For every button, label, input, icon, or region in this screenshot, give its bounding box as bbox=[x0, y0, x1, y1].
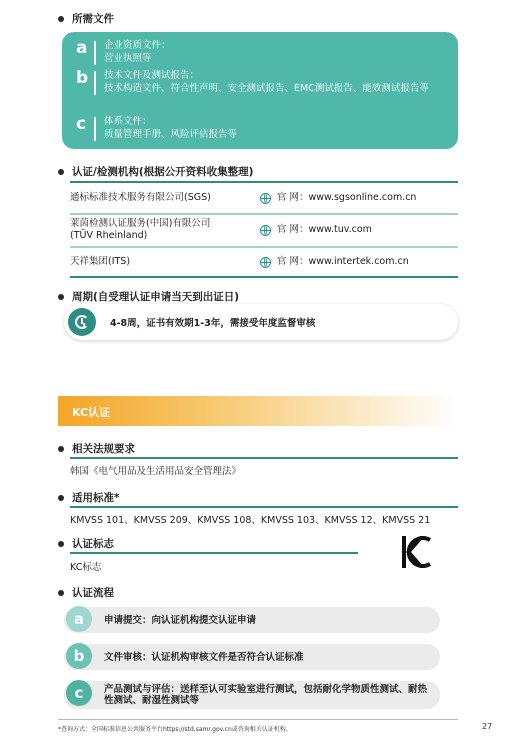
org-name: 通标标准技术服务有限公司(SGS) bbox=[70, 192, 211, 203]
doc-body: 质量管理手册、风险评估报告等 bbox=[104, 128, 238, 140]
table-top-rule bbox=[70, 181, 458, 183]
divider bbox=[94, 41, 96, 65]
required-docs-box bbox=[62, 32, 458, 149]
section-law bbox=[58, 441, 135, 456]
doc-body: 营业执照等 bbox=[104, 52, 152, 64]
section-heading: 适用标准* bbox=[72, 492, 120, 504]
section-mark bbox=[58, 536, 114, 551]
bullet-icon bbox=[58, 495, 64, 501]
org-row bbox=[70, 216, 458, 244]
section-heading: 所需文件 bbox=[72, 13, 114, 25]
doc-title: 体系文件： bbox=[104, 116, 152, 127]
row-divider bbox=[70, 213, 458, 215]
mark-text: KC标志 bbox=[70, 562, 102, 573]
section-orgs bbox=[58, 164, 253, 179]
bullet-icon bbox=[58, 16, 64, 22]
globe-icon bbox=[260, 193, 271, 204]
org-website[interactable]: 官 网：www.intertek.com.cn bbox=[277, 256, 409, 267]
bullet-icon bbox=[58, 446, 64, 452]
kc-banner bbox=[58, 396, 458, 426]
org-website[interactable]: 官 网：www.tuv.com bbox=[277, 224, 372, 235]
org-row bbox=[70, 248, 458, 276]
doc-letter: b bbox=[76, 68, 89, 88]
doc-item-b bbox=[76, 70, 444, 95]
footer-rule bbox=[58, 719, 458, 720]
doc-body: 技术构造文件、符合性声明、安全测试报告、EMC测试报告、能效测试报告等 bbox=[104, 82, 429, 94]
bullet-icon bbox=[58, 541, 64, 547]
org-name: 天祥集团(ITS) bbox=[70, 256, 131, 267]
cycle-card bbox=[64, 304, 458, 340]
globe-icon bbox=[260, 257, 271, 268]
law-rule bbox=[70, 457, 458, 459]
step-text: 产品测试与评估：送样至认可实验室进行测试，包括耐化学物质性测试、耐热性测试、耐湿性测试等 bbox=[104, 684, 428, 706]
doc-title: 技术文件及测试报告： bbox=[104, 70, 200, 81]
standards-rule bbox=[70, 506, 458, 508]
doc-item-a bbox=[76, 40, 444, 65]
section-required-docs bbox=[58, 11, 114, 26]
step-text: 文件审核：认证机构审核文件是否符合认证标准 bbox=[104, 651, 304, 663]
section-standards bbox=[58, 490, 120, 505]
page-number: 27 bbox=[482, 722, 493, 731]
standards-text: KMVSS 101、KMVSS 209、KMVSS 108、KMVSS 103、KMVSS 12、KMVSS 21 bbox=[70, 515, 431, 526]
law-text: 韩国《电气用品及生活用品安全管理法》 bbox=[70, 466, 242, 477]
process-step-b bbox=[64, 644, 440, 670]
section-heading: 认证流程 bbox=[72, 587, 114, 599]
section-heading: 认证/检测机构(根据公开资料收集整理) bbox=[72, 166, 254, 178]
section-process bbox=[58, 585, 114, 600]
section-heading: 认证标志 bbox=[72, 538, 114, 550]
section-heading: 周期(自受理认证申请当天到出证日) bbox=[72, 291, 240, 303]
mark-rule bbox=[70, 552, 358, 554]
org-website[interactable]: 官 网：www.sgsonline.com.cn bbox=[277, 192, 417, 203]
table-bottom-rule bbox=[70, 276, 458, 278]
section-cycle bbox=[58, 289, 239, 304]
process-step-a bbox=[64, 607, 440, 633]
bullet-icon bbox=[58, 590, 64, 596]
bullet-icon bbox=[58, 169, 64, 175]
doc-title: 企业资质文件： bbox=[104, 40, 171, 51]
footnote: *查询方式：全国标准信息公共服务平台https://std.samr.gov.cn或咨询相关认证机构。 bbox=[58, 726, 292, 733]
clock-cycle-icon bbox=[68, 308, 96, 336]
step-letter: c bbox=[66, 680, 92, 706]
divider bbox=[94, 71, 96, 95]
cycle-text: 4-8周，证书有效期1-3年，需接受年度监督审核 bbox=[110, 318, 316, 329]
doc-item-c bbox=[76, 116, 444, 141]
section-heading: 相关法规要求 bbox=[72, 443, 135, 455]
bullet-icon bbox=[58, 294, 64, 300]
org-name: 莱茵检测认证服务(中国)有限公司 (TÜV Rheinland) bbox=[70, 218, 211, 241]
step-text: 申请提交：向认证机构提交认证申请 bbox=[104, 614, 257, 626]
doc-letter: a bbox=[76, 38, 88, 58]
org-row bbox=[70, 184, 458, 212]
divider bbox=[94, 117, 96, 141]
globe-icon bbox=[260, 225, 271, 236]
step-letter: a bbox=[66, 606, 92, 632]
step-letter: b bbox=[66, 643, 92, 669]
process-step-c bbox=[64, 681, 440, 709]
doc-letter: c bbox=[76, 114, 87, 134]
kc-banner-title: KC认证 bbox=[72, 406, 111, 419]
kc-mark-logo bbox=[400, 532, 432, 572]
